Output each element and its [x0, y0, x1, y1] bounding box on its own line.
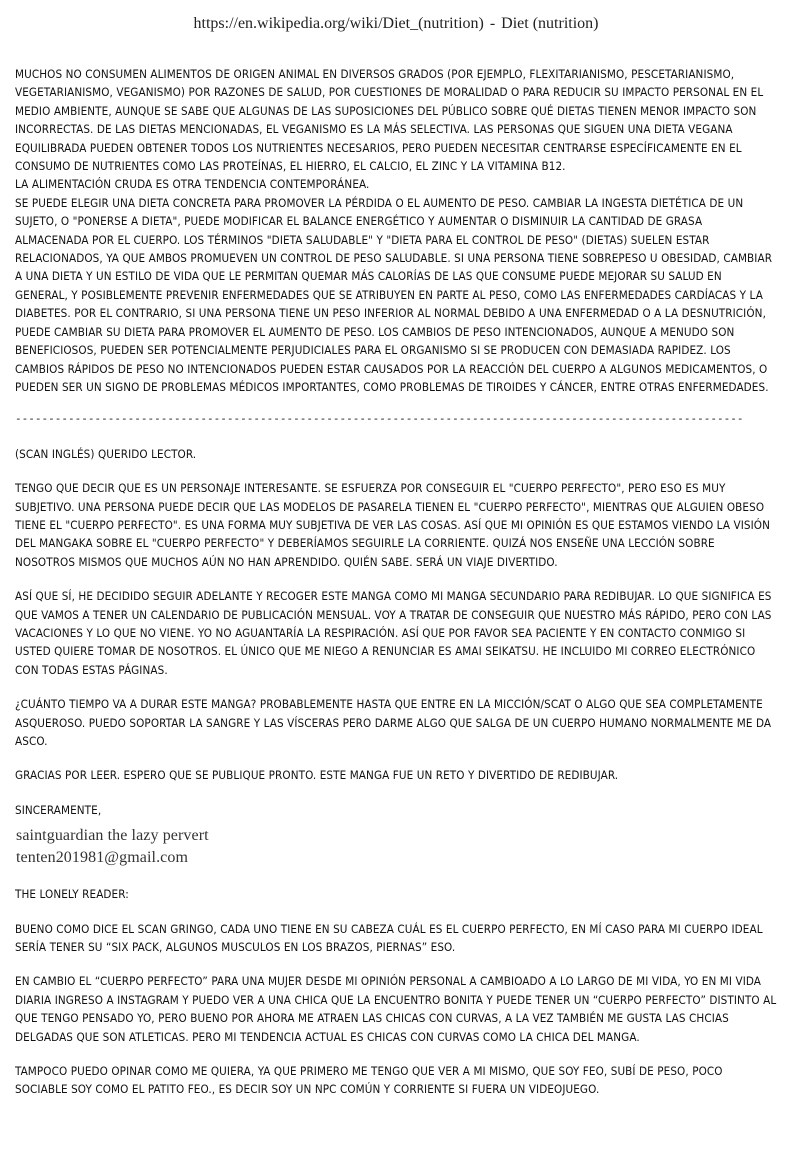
page-header	[0, 15, 792, 33]
note-paragraph-1: TENGO QUE DECIR QUE ES UN PERSONAJE INTERESANTE. SE ESFUERZA POR CONSEGUIR EL "CUERPO PERFECTO", PERO ESO ES MUY SUBJETIVO. UNA PERSONA PUEDE DECIR QUE LAS MODELOS DE PASARELA TIENEN EL "CUERPO PERFECTO", MIENTRAS QUE ALGUIEN OBESO TIENE EL "CUERPO PERFECTO". ES UNA FORMA MUY SUBJETIVA DE VER LAS COSAS. ASÍ QUE MI OPINIÓN ES QUE ESTAMOS VIENDO LA VISIÓN DEL MANGAKA SOBRE EL "CUERPO PERFECTO" Y DEBERÍAMOS SEGUIRLE LA CORRIENTE. QUIZÁ NOS ENSEÑE UNA LECCIÓN SOBRE NOSOTROS MISMOS QUE MUCHOS AÚN NO HAN APRENDIDO. QUIÉN SABE. SERÁ UN VIAJE DIVERTIDO.	[15, 481, 771, 569]
note-paragraph-2: ASÍ QUE SÍ, HE DECIDIDO SEGUIR ADELANTE Y RECOGER ESTE MANGA COMO MI MANGA SECUNDARIO PARA REDIBUJAR. LO QUE SIGNIFICA ES QUE VAMOS A TENER UN CALENDARIO DE PUBLICACIÓN MENSUAL. VOY A TRATAR DE CONSEGUIR QUE NUESTRO MÁS RÁPIDO, PERO CON LAS VACACIONES Y LO QUE NO VIENE. YO NO AGUANTARÍA LA RESPIRACIÓN. ASÍ QUE POR FAVOR SEA PACIENTE Y EN CONTACTO CONMIGO SI USTED QUIERE TOMAR DE NOSOTROS. EL ÚNICO QUE ME NIEGO A RENUNCIAR ES AMAI SEIKATSU. HE INCLUIDO MI CORREO ELECTRÓNICO CON TODAS ESTAS PÁGINAS.	[15, 589, 772, 677]
header-separator: -	[489, 15, 496, 32]
page-content	[15, 65, 777, 1099]
reader-paragraph-1: BUENO COMO DICE EL SCAN GRINGO, CADA UNO TIENE EN SU CABEZA CUÁL ES EL CUERPO PERFECTO, EN MÍ CASO PARA MI CUERPO IDEAL SERÍA TENER SU “SIX PACK, ALGUNOS MUSCULOS EN LOS BRAZOS, PIERNAS” ESO.	[15, 921, 763, 955]
note-paragraph-3: ¿CUÁNTO TIEMPO VA A DURAR ESTE MANGA? PROBABLEMENTE HASTA QUE ENTRE EN LA MICCIÓN/SCAT O ALGO QUE SEA COMPLETAMENTE ASQUEROSO. PUEDO SOPORTAR LA SANGRE Y LAS VÍSCERAS PERO DARME ALGO QUE SALGA DE UN CUERPO HUMANO NORMALMENTE ME DA ASCO.	[15, 697, 772, 748]
source-title: Diet (nutrition)	[501, 15, 599, 32]
article-paragraph-2: LA ALIMENTACIÓN CRUDA ES OTRA TENDENCIA CONTEMPORÁNEA.	[15, 177, 370, 192]
signature-name: saintguardian the lazy pervert	[16, 827, 209, 845]
signature-email[interactable]: tenten201981@gmail.com	[16, 849, 189, 867]
section-divider: --------------------------------------------------------------------------------------------------------------	[15, 412, 744, 426]
reader-heading: THE LONELY READER:	[15, 887, 129, 902]
article-paragraph-3: SE PUEDE ELEGIR UNA DIETA CONCRETA PARA PROMOVER LA PÉRDIDA O EL AUMENTO DE PESO. CAMBIAR LA INGESTA DIETÉTICA DE UN SUJETO, O "PONERSE A DIETA", PUEDE MODIFICAR EL BALANCE ENERGÉTICO Y AUMENTAR O DISMINUIR LA CANTIDAD DE GRASA ALMACENADA POR EL CUERPO. LOS TÉRMINOS "DIETA SALUDABLE" Y "DIETA PARA EL CONTROL DE PESO" (DIETAS) SUELEN ESTAR RELACIONADOS, YA QUE AMBOS PROMUEVEN UN CONTROL DE PESO SALUDABLE. SI UNA PERSONA TIENE SOBREPESO U OBESIDAD, CAMBIAR A UNA DIETA Y UN ESTILO DE VIDA QUE LE PERMITAN QUEMAR MÁS CALORÍAS DE LAS QUE CONSUME PUEDE MEJORAR SU SALUD EN GENERAL, Y POSIBLEMENTE PREVENIR ENFERMEDADES QUE SE ATRIBUYEN EN PARTE AL PESO, COMO LAS ENFERMEDADES CARDÍACAS Y LA DIABETES. POR EL CONTRARIO, SI UNA PERSONA TIENE UN PESO INFERIOR AL NORMAL DEBIDO A UNA ENFERMEDAD O A LA DESNUTRICIÓN, PUEDE CAMBIAR SU DIETA PARA PROMOVER EL AUMENTO DE PESO. LOS CAMBIOS DE PESO INTENCIONADOS, AUNQUE A MENUDO SON BENEFICIOSOS, PUEDEN SER POTENCIALMENTE PERJUDICIALES PARA EL ORGANISMO SI SE PRODUCEN CON DEMASIADA RAPIDEZ. LOS CAMBIOS RÁPIDOS DE PESO NO INTENCIONADOS PUEDEN ESTAR CAUSADOS POR LA REACCIÓN DEL CUERPO A ALGUNOS MEDICAMENTOS, O PUEDEN SER UN SIGNO DE PROBLEMAS MÉDICOS IMPORTANTES, COMO PROBLEMAS DE TIROIDES Y CÁNCER, ENTRE OTRAS ENFERMEDADES.	[15, 195, 773, 394]
reader-paragraph-3: TAMPOCO PUEDO OPINAR COMO ME QUIERA, YA QUE PRIMERO ME TENGO QUE VER A MI MISMO, QUE SOY FEO, SUBÍ DE PESO, POCO SOCIABLE SOY COMO EL PATITO FEO., ES DECIR SOY UN NPC COMÚN Y CORRIENTE SI FUERA UN VIDEOJUEGO.	[15, 1064, 723, 1097]
article-paragraph-1: MUCHOS NO CONSUMEN ALIMENTOS DE ORIGEN ANIMAL EN DIVERSOS GRADOS (POR EJEMPLO, FLEXITARIANISMO, PESCETARIANISMO, VEGETARIANISMO, VEGANISMO) POR RAZONES DE SALUD, POR CUESTIONES DE MORALIDAD O PARA REDUCIR SU IMPACTO PERSONAL EN EL MEDIO AMBIENTE, AUNQUE SE SABE QUE ALGUNAS DE LAS SUPOSICIONES DEL PÚBLICO SOBRE QUÉ DIETAS TIENEN MENOR IMPACTO SON INCORRECTAS. DE LAS DIETAS MENCIONADAS, EL VEGANISMO ES LA MÁS SELECTIVA. LAS PERSONAS QUE SIGUEN UNA DIETA VEGANA EQUILIBRADA PUEDEN OBTENER TODOS LOS NUTRIENTES NECESARIOS, PERO PUEDEN NECESITAR CENTRARSE ESPECÍFICAMENTE EN EL CONSUMO DE NUTRIENTES COMO LAS PROTEÍNAS, EL HIERRO, EL CALCIO, EL ZINC Y LA VITAMINA B12.	[15, 67, 764, 174]
note-closing: SINCERAMENTE,	[15, 802, 102, 817]
source-url[interactable]: https://en.wikipedia.org/wiki/Diet_(nutrition)	[193, 15, 484, 32]
reader-paragraph-2: EN CAMBIO EL “CUERPO PERFECTO” PARA UNA MUJER DESDE MI OPINIÓN PERSONAL A CAMBIOADO A LO LARGO DE MI VIDA, YO EN MI VIDA DIARIA INGRESO A INSTAGRAM Y PUEDO VER A UNA CHICA QUE LA ENCUENTRO BONITA Y PUEDE TENER UN “CUERPO PERFECTO” DISTINTO AL QUE TENGO PENSADO YO, PERO BUENO POR AHORA ME ATRAEN LAS CHICAS CON CURVAS, A LA VEZ TAMBIÉN ME GUSTA LAS CHCIAS DELGADAS QUE SON ATLETICAS. PERO MI TENDENCIA ACTUAL ES CHICAS CON CURVAS COMO LA CHICA DEL MANGA.	[15, 974, 777, 1044]
note-paragraph-4: GRACIAS POR LEER. ESPERO QUE SE PUBLIQUE PRONTO. ESTE MANGA FUE UN RETO Y DIVERTIDO DE REDIBUJAR.	[15, 768, 619, 783]
note-intro: (SCAN INGLÉS) QUERIDO LECTOR.	[15, 446, 197, 461]
